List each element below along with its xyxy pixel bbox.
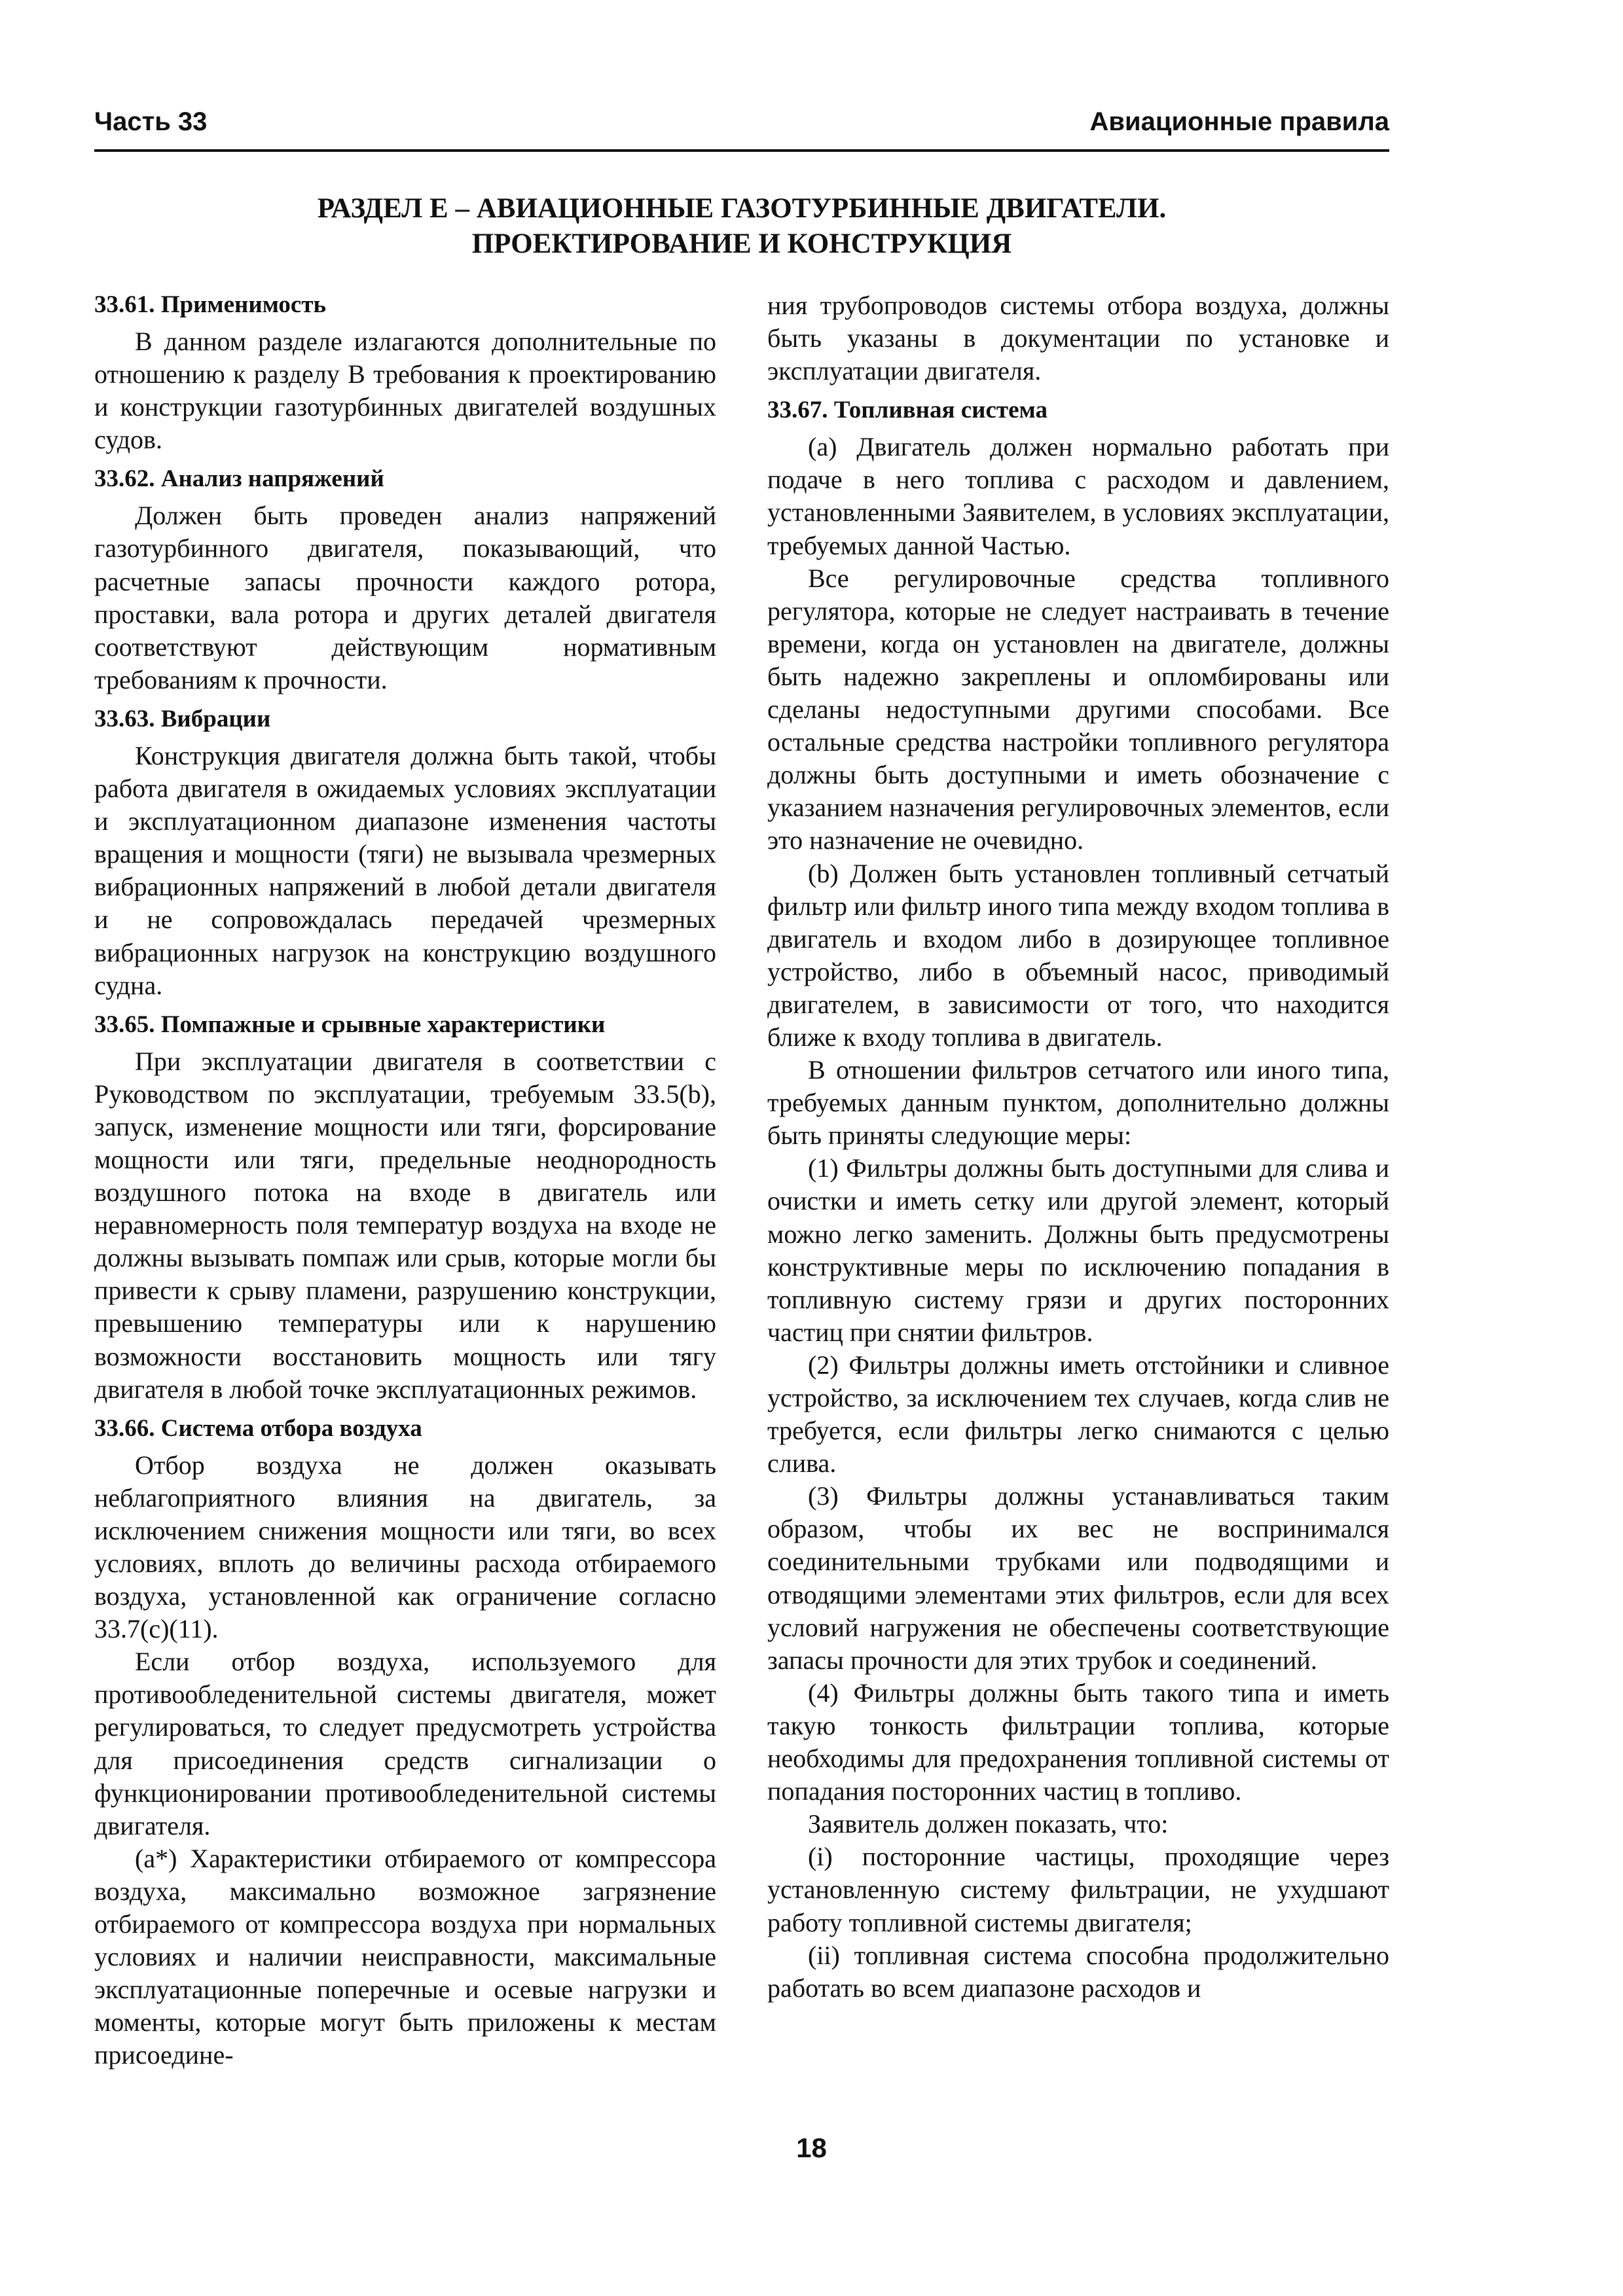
header-part: Часть 33	[94, 107, 208, 136]
heading-33-62: 33.62. Анализ напряжений	[94, 465, 384, 493]
paragraph: Если отбор воздуха, используемого для противообледенительной системы двигателя, может регулироваться, то следует предусмотреть устройства для присоединения средств сигнализации о функционировании противообледенительной системы двигателя.	[94, 1647, 716, 1840]
paragraph: Должен быть проведен анализ напряжений газотурбинного двигателя, показывающий, что расчетные запасы прочности каждого ротора, проставки, вала ротора и других деталей двигателя соответствуют действующим нормативным требованиям к прочности.	[94, 501, 716, 694]
paragraph: (ii) топливная система способна продолжительно работать во всем диапазоне расходов и	[767, 1940, 1389, 2003]
section-title-line-2: ПРОЕКТИРОВАНИЕ И КОНСТРУКЦИЯ	[471, 228, 1012, 259]
paragraph: В данном разделе излагаются дополнительные по отношению к разделу В требования к проектированию и конструкции газотурбинных двигателей воздушных судов.	[94, 327, 716, 455]
paragraph: При эксплуатации двигателя в соответствии с Руководством по эксплуатации, требуемым 33.5(b), запуск, изменение мощности или тяги, форсирование мощности или тяги, предельные неоднородность воздушного потока на входе в двигатель или неравномерность поля температур воздуха на входе не должны вызывать помпаж или срыв, которые могли бы привести к срыву пламени, разрушению конструкции, превышению температуры или к нарушению возможности восстановить мощность или тягу двигателя в любой точке эксплуатационных режимов.	[94, 1046, 716, 1404]
paragraph: В отношении фильтров сетчатого или иного типа, требуемых данным пунктом, дополнительно должны быть приняты следующие меры:	[767, 1055, 1389, 1151]
header-document-title: Авиационные правила	[1089, 107, 1389, 136]
paragraph: (1) Фильтры должны быть доступными для слива и очистки и иметь сетку или другой элемент, который можно легко заменить. Должны быть предусмотрены конструктивные меры по исключению попадания в топливную систему грязи и других посторонних частиц при снятии фильтров.	[767, 1153, 1389, 1347]
paragraph: Все регулировочные средства топливного регулятора, которые не следует настраивать в течение времени, когда он установлен на двигателе, должны быть надежно закреплены и опломбированы или сделаны недоступными другими способами. Все остальные средства настройки топливного регулятора должны быть доступными и иметь обозначение с указанием назначения регулировочных элементов, если это назначение не очевидно.	[767, 563, 1389, 855]
paragraph: (a*) Характеристики отбираемого от компрессора воздуха, максимально возможное загрязнение отбираемого от компрессора воздуха при нормальных условиях и наличии неисправности, максимальные эксплуатационные поперечные и осевые нагрузки и моменты, которые могут быть приложены к местам присоедине-	[94, 1843, 716, 2070]
paragraph: (b) Должен быть установлен топливный сетчатый фильтр или фильтр иного типа между входом топлива в двигатель и входом либо в дозирующее топливное устройство, либо в объемный насос, приводимый двигателем, в зависимости от того, что находится ближе к входу топлива в двигатель.	[767, 858, 1389, 1052]
paragraph-continued: ния трубопроводов системы отбора воздуха, должны быть указаны в документации по установке и эксплуатации двигателя.	[767, 291, 1389, 386]
heading-33-66: 33.66. Система отбора воздуха	[94, 1414, 422, 1442]
paragraph: Заявитель должен показать, что:	[808, 1809, 1169, 1839]
paragraph: Отбор воздуха не должен оказывать неблагоприятного влияния на двигатель, за исключением снижения мощности или тяги, во всех условиях, вплоть до величины расхода отбираемого воздуха, установленной как ограничение согласно 33.7(c)(11).	[94, 1450, 716, 1644]
section-title	[94, 191, 1389, 262]
paragraph: (i) посторонние частицы, проходящие через установленную систему фильтрации, не ухудшают работу топливной системы двигателя;	[767, 1842, 1389, 1937]
heading-33-65: 33.65. Помпажные и срывные характеристики	[94, 1011, 606, 1038]
paragraph: (2) Фильтры должны иметь отстойники и сливное устройство, за исключением тех случаев, когда слив не требуется, если фильтры легко снимаются с целью слива.	[767, 1350, 1389, 1479]
paragraph: (3) Фильтры должны устанавливаться таким образом, чтобы их вес не воспринимался соединительными трубками или подводящими и отводящими элементами этих фильтров, если для всех условий нагружения не обеспечены соответствующие запасы прочности для этих трубок и соединений.	[767, 1481, 1389, 1675]
heading-33-67: 33.67. Топливная система	[767, 397, 1048, 424]
heading-33-61: 33.61. Применимость	[94, 291, 327, 318]
paragraph: (4) Фильтры должны быть такого типа и иметь такую тонкость фильтрации топлива, которые необходимы для предохранения топливной системы от попадания посторонних частиц в топливо.	[767, 1677, 1389, 1806]
page-number: 18	[796, 2132, 827, 2163]
left-column	[94, 289, 716, 2072]
paragraph: Конструкция двигателя должна быть такой, чтобы работа двигателя в ожидаемых условиях эксплуатации и эксплуатационном диапазоне изменения частоты вращения и мощности (тяги) не вызывала чрезмерных вибрационных напряжений в любой детали двигателя и не сопровождалась передачей чрезмерных вибрационных нагрузок на конструкцию воздушного судна.	[94, 740, 716, 1000]
running-header	[94, 103, 1389, 152]
paragraph: (a) Двигатель должен нормально работать при подаче в него топлива с расходом и давлением, установленными Заявителем, в условиях эксплуатации, требуемых данной Частью.	[767, 432, 1389, 560]
section-title-line-1: РАЗДЕЛ Е – АВИАЦИОННЫЕ ГАЗОТУРБИННЫЕ ДВИГАТЕЛИ.	[317, 193, 1167, 224]
heading-33-63: 33.63. Вибрации	[94, 705, 271, 732]
right-column	[767, 289, 1389, 2005]
